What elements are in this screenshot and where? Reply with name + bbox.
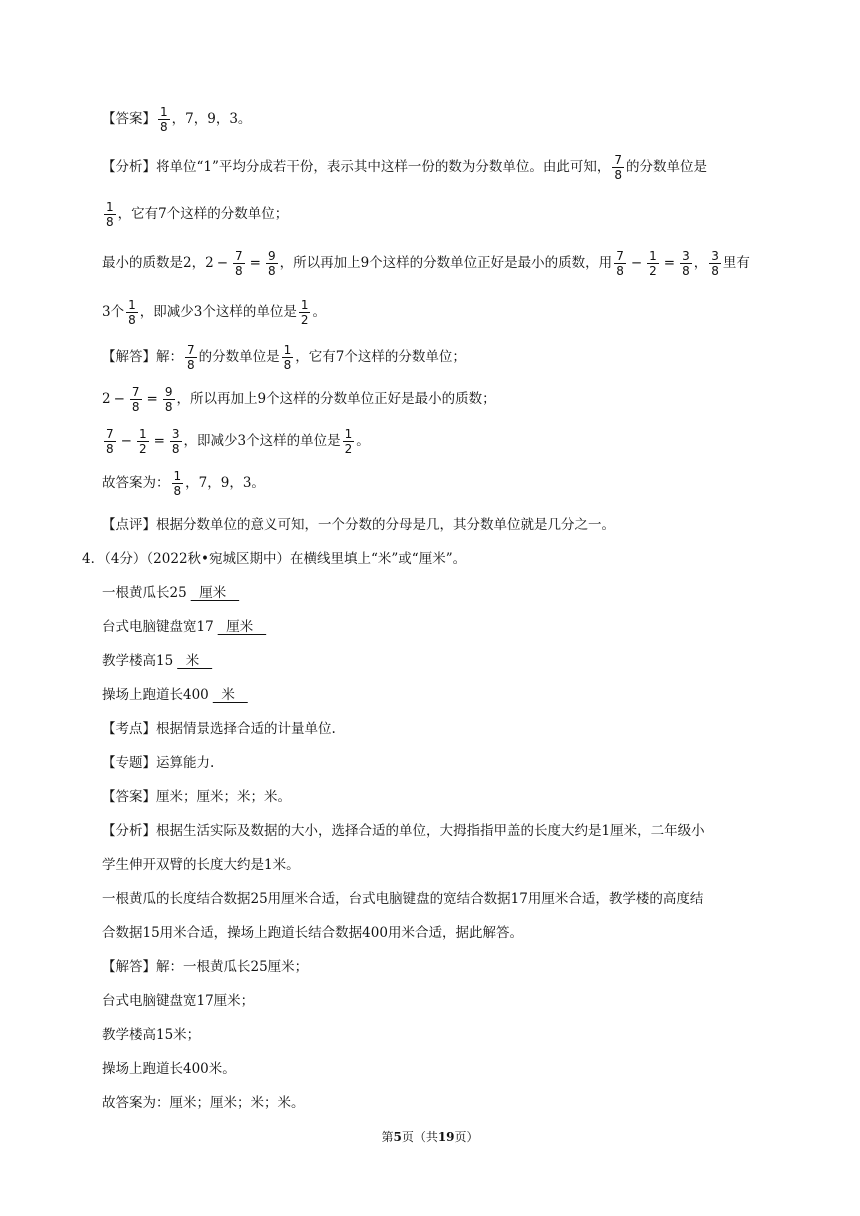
fraction-3-8: $\frac{3}{8}$ [682, 249, 690, 278]
q4-analysis-line-4: 合数据15用米合适，操场上跑道长结合数据400用米合适，据此解答。 [102, 925, 523, 941]
fraction-7-8: $\frac{7}{8}$ [131, 385, 140, 414]
fraction-1-8: $\frac{1}{8}$ [173, 469, 182, 498]
q4-kaodian-line: 【考点】根据情景选择合适的计量单位. [102, 721, 336, 737]
total-pages: 19 [437, 1130, 455, 1144]
fill-blank: 厘米 [217, 619, 267, 635]
fraction-3-8: $\frac{3}{8}$ [171, 427, 180, 456]
q3-analysis-line-2: $\frac{1}{8}$ ，它有7个这样的分数单位； [106, 200, 289, 229]
q4-final-line: 故答案为：厘米；厘米；米；米。 [102, 1095, 305, 1111]
fraction-7-8: $\frac{7}{8}$ [235, 249, 243, 278]
q3-answer-label: 【答案】 [102, 111, 156, 127]
fraction-7-8: $\frac{7}{8}$ [614, 153, 623, 182]
q3-solution-line-2: 2 − $\frac{7}{8}$ = $\frac{9}{8}$ ，所以再加上9个这样的分数单位正好是最小的质数； [102, 385, 496, 414]
q4-item-4: 操场上跑道长400 米 [102, 687, 248, 703]
q3-answer-tail: ，7，9，3。 [171, 111, 252, 127]
fraction-1-2: $\frac{1}{2}$ [344, 427, 353, 456]
q4-item-2: 台式电脑键盘宽17 厘米 [102, 619, 267, 635]
q3-analysis-line-1: 【分析】将单位“1”平均分成若干份，表示其中这样一份的数为分数单位。由此可知， $\frac{7}{8}$ 的分数单位是 [102, 153, 708, 182]
q4-zhuanti-line: 【专题】运算能力. [102, 755, 215, 771]
fraction-7-8: $\frac{7}{8}$ [616, 249, 624, 278]
q4-solution-line-2: 台式电脑键盘宽17厘米； [102, 993, 255, 1009]
fill-blank: 米 [212, 687, 248, 703]
q4-item-3: 教学楼高15 米 [102, 653, 213, 669]
fraction-1-2: $\frac{1}{2}$ [649, 249, 657, 278]
q3-comment-label: 【点评】 [102, 517, 156, 533]
q3-solution-label: 【解答】 [102, 349, 156, 365]
fraction-7-8: $\frac{7}{8}$ [187, 343, 195, 372]
q3-solution-line-3: $\frac{7}{8}$ − $\frac{1}{2}$ = $\frac{3}{8}$ ，即减少3个这样的单位是 $\frac{1}{2}$ 。 [106, 427, 370, 456]
q4-analysis-line-3: 一根黄瓜的长度结合数据25用厘米合适，台式电脑键盘的宽结合数据17用厘米合适，教学楼的高度结 [102, 891, 704, 907]
q4-answer-line: 【答案】厘米；厘米；米；米。 [102, 789, 291, 805]
q4-header: 4．（4分）（2022秋•宛城区期中）在横线里填上“米”或“厘米”。 [82, 551, 467, 567]
fraction-9-8: $\frac{9}{8}$ [164, 385, 173, 414]
q4-analysis-line-1: 【分析】根据生活实际及数据的大小，选择合适的单位，大拇指指甲盖的长度大约是1厘米，二年级小 [102, 823, 705, 839]
fraction-1-8: $\frac{1}{8}$ [160, 105, 168, 134]
fill-blank: 厘米 [190, 585, 240, 601]
page-footer: 第5页（共19页） [381, 1130, 479, 1144]
fraction-7-8: $\frac{7}{8}$ [106, 427, 114, 456]
q3-solution-line-1: 【解答】解： $\frac{7}{8}$ 的分数单位是 $\frac{1}{8}$ ，它有7个这样的分数单位； [102, 343, 466, 372]
q3-analysis-line-4: 3个 $\frac{1}{8}$ ，即减少3个这样的单位是 $\frac{1}{2}$ 。 [102, 298, 326, 327]
q4-item-1: 一根黄瓜长25 厘米 [102, 585, 240, 601]
q4-solution-line-4: 操场上跑道长400米。 [102, 1061, 236, 1077]
q4-analysis-line-2: 学生伸开双臂的长度大约是1米。 [102, 857, 300, 873]
fraction-9-8: $\frac{9}{8}$ [267, 249, 276, 278]
fraction-1-8: $\frac{1}{8}$ [106, 200, 114, 229]
q4-solution-line-1: 【解答】解：一根黄瓜长25厘米； [102, 959, 309, 975]
q3-analysis-label: 【分析】 [102, 159, 156, 175]
fill-blank: 米 [177, 653, 213, 669]
page-number: 5 [393, 1130, 402, 1144]
q3-comment-line: 【点评】根据分数单位的意义可知，一个分数的分母是几，其分数单位就是几分之一。 [102, 517, 615, 533]
fraction-1-8: $\frac{1}{8}$ [283, 343, 292, 372]
fraction-1-2: $\frac{1}{2}$ [300, 298, 309, 327]
q4-solution-line-3: 教学楼高15米； [102, 1027, 201, 1043]
fraction-1-8: $\frac{1}{8}$ [128, 298, 136, 327]
fraction-3-8: $\frac{3}{8}$ [711, 249, 719, 278]
q3-answer-line [102, 106, 251, 133]
q3-analysis-line-3: 最小的质数是2，2 − $\frac{7}{8}$ = $\frac{9}{8}$ ，所以再加上9个这样的分数单位正好是最小的质数，用 $\frac{7}{8}$ − $\frac{1}{2}$ = $\frac{3}{8}$ ， $\frac{3}{8}$ 里有 [102, 249, 750, 278]
fraction-1-2: $\frac{1}{2}$ [138, 427, 147, 456]
q3-final-line: 故答案为： $\frac{1}{8}$ ，7，9，3。 [102, 469, 265, 498]
